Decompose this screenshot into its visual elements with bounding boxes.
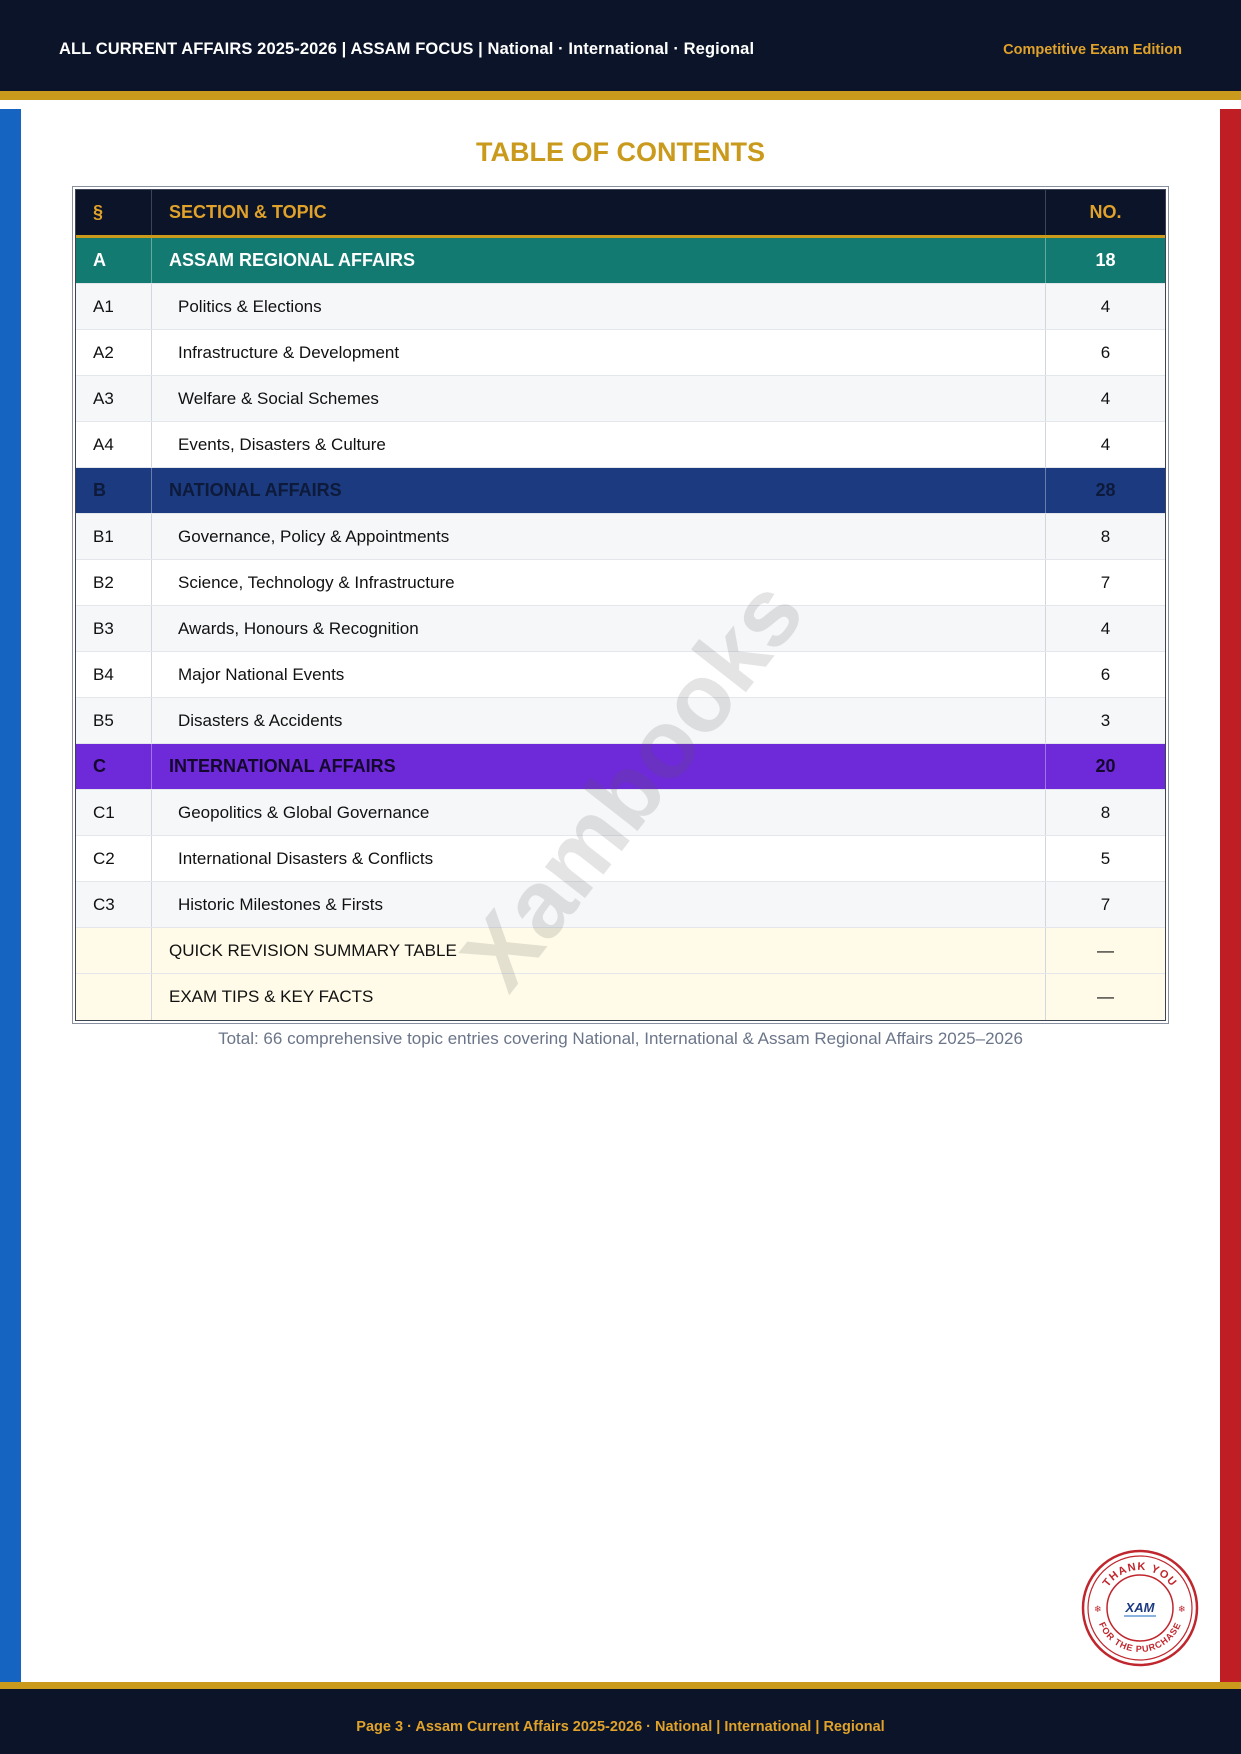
toc-item-row — [76, 376, 1165, 422]
toc-topic-label: Major National Events — [178, 664, 345, 684]
header-gold-rule — [0, 91, 1241, 100]
toc-count-cell: 28 — [1095, 480, 1116, 500]
toc-code-cell: B2 — [76, 560, 152, 605]
column-header-topic: SECTION & TOPIC — [152, 190, 1046, 235]
toc-topic-cell — [152, 790, 1046, 835]
toc-topic-cell — [152, 330, 1046, 375]
toc-section-row — [76, 238, 1165, 284]
toc-count-cell: — — [1097, 940, 1114, 960]
toc-item-row — [76, 606, 1165, 652]
toc-header-row — [76, 190, 1165, 238]
toc-item-row — [76, 836, 1165, 882]
toc-topic-label: Awards, Honours & Recognition — [178, 618, 419, 638]
toc-count-cell: 7 — [1100, 572, 1111, 592]
toc-topic-cell — [152, 836, 1046, 881]
toc-topic-label: Politics & Elections — [178, 296, 322, 316]
toc-code-cell: A — [76, 238, 152, 283]
toc-topic-cell: ASSAM REGIONAL AFFAIRS — [152, 238, 1046, 283]
toc-item-row — [76, 284, 1165, 330]
toc-item-row — [76, 698, 1165, 744]
toc-item-row — [76, 652, 1165, 698]
stamp-seal-icon — [1080, 1548, 1200, 1668]
footer-text: Page 3 · Assam Current Affairs 2025-2026 · National | International | Regional — [356, 1719, 885, 1735]
toc-code-cell: B5 — [76, 698, 152, 743]
total-note: Total: 66 comprehensive topic entries covering National, International & Assam Regional Affairs 2025–2026 — [218, 1029, 1023, 1048]
column-header-number: NO. — [1089, 202, 1122, 222]
left-blue-border — [0, 109, 21, 1682]
toc-topic-cell — [152, 606, 1046, 651]
header-edition-label: Competitive Exam Edition — [1003, 42, 1182, 58]
toc-item-row — [76, 882, 1165, 928]
toc-count-cell: 8 — [1100, 526, 1111, 546]
toc-topic-cell: EXAM TIPS & KEY FACTS — [152, 974, 1046, 1020]
toc-count-cell: 4 — [1100, 296, 1111, 316]
toc-code-cell: C — [76, 744, 152, 789]
toc-code-cell: B — [76, 468, 152, 513]
column-header-code: § — [76, 190, 152, 235]
toc-topic-label: Historic Milestones & Firsts — [178, 894, 383, 914]
toc-count-cell: 20 — [1095, 756, 1116, 776]
toc-count-cell: 7 — [1100, 894, 1111, 914]
toc-section-row — [76, 468, 1165, 514]
toc-topic-label: Disasters & Accidents — [178, 710, 343, 730]
toc-topic-cell — [152, 560, 1046, 605]
toc-section-row — [76, 744, 1165, 790]
toc-item-row — [76, 330, 1165, 376]
toc-code-cell: A3 — [76, 376, 152, 421]
toc-item-row — [76, 514, 1165, 560]
toc-code-cell: C1 — [76, 790, 152, 835]
toc-code-cell — [76, 974, 152, 1020]
toc-topic-cell — [152, 422, 1046, 467]
toc-title: TABLE OF CONTENTS — [476, 137, 765, 167]
svg-text:❄: ❄ — [1178, 1605, 1186, 1615]
stamp-logo: XAM — [1125, 1600, 1155, 1615]
toc-topic-cell: INTERNATIONAL AFFAIRS — [152, 744, 1046, 789]
toc-topic-cell: QUICK REVISION SUMMARY TABLE — [152, 928, 1046, 973]
toc-topic-label: Geopolitics & Global Governance — [178, 802, 430, 822]
footer-gold-rule — [0, 1682, 1241, 1689]
toc-count-cell: 3 — [1100, 710, 1111, 730]
right-red-border — [1220, 109, 1241, 1682]
toc-count-cell: 4 — [1100, 434, 1111, 454]
toc-topic-label: Infrastructure & Development — [178, 342, 400, 362]
stamp-top-text: THANK YOU — [1100, 1560, 1180, 1590]
svg-text:❄: ❄ — [1094, 1605, 1102, 1615]
toc-code-cell: A1 — [76, 284, 152, 329]
toc-topic-cell — [152, 376, 1046, 421]
toc-extra-row — [76, 928, 1165, 974]
toc-topic-label: Governance, Policy & Appointments — [178, 526, 450, 546]
toc-topic-cell — [152, 284, 1046, 329]
toc-topic-label: Science, Technology & Infrastructure — [178, 572, 455, 592]
toc-table — [75, 189, 1166, 1021]
toc-topic-label: International Disasters & Conflicts — [178, 848, 434, 868]
toc-code-cell: B3 — [76, 606, 152, 651]
toc-topic-label: Welfare & Social Schemes — [178, 388, 379, 408]
toc-extra-row — [76, 974, 1165, 1020]
toc-topic-cell — [152, 882, 1046, 927]
toc-count-cell: — — [1097, 987, 1114, 1006]
toc-topic-cell — [152, 514, 1046, 559]
toc-count-cell: 8 — [1100, 802, 1111, 822]
toc-code-cell: B4 — [76, 652, 152, 697]
toc-code-cell: C2 — [76, 836, 152, 881]
toc-code-cell: C3 — [76, 882, 152, 927]
toc-topic-cell: NATIONAL AFFAIRS — [152, 468, 1046, 513]
toc-count-cell: 4 — [1100, 618, 1111, 638]
toc-count-cell: 18 — [1095, 250, 1116, 270]
header-title: ALL CURRENT AFFAIRS 2025-2026 | ASSAM FOCUS | National · International · Regional — [59, 40, 755, 58]
toc-code-cell: A2 — [76, 330, 152, 375]
stamp-bottom-text: FOR THE PURCHASE — [1097, 1620, 1183, 1655]
toc-item-row — [76, 790, 1165, 836]
page-footer — [0, 1682, 1241, 1754]
toc-topic-label: Events, Disasters & Culture — [178, 434, 386, 454]
toc-topic-cell — [152, 698, 1046, 743]
toc-count-cell: 6 — [1100, 664, 1111, 684]
toc-code-cell — [76, 928, 152, 973]
toc-item-row — [76, 560, 1165, 606]
toc-count-cell: 5 — [1100, 848, 1111, 868]
toc-count-cell: 4 — [1100, 388, 1111, 408]
toc-topic-cell — [152, 652, 1046, 697]
toc-count-cell: 6 — [1100, 342, 1111, 362]
thank-you-stamp — [1080, 1548, 1200, 1668]
toc-item-row — [76, 422, 1165, 468]
toc-code-cell: A4 — [76, 422, 152, 467]
toc-code-cell: B1 — [76, 514, 152, 559]
page-header — [0, 0, 1241, 100]
